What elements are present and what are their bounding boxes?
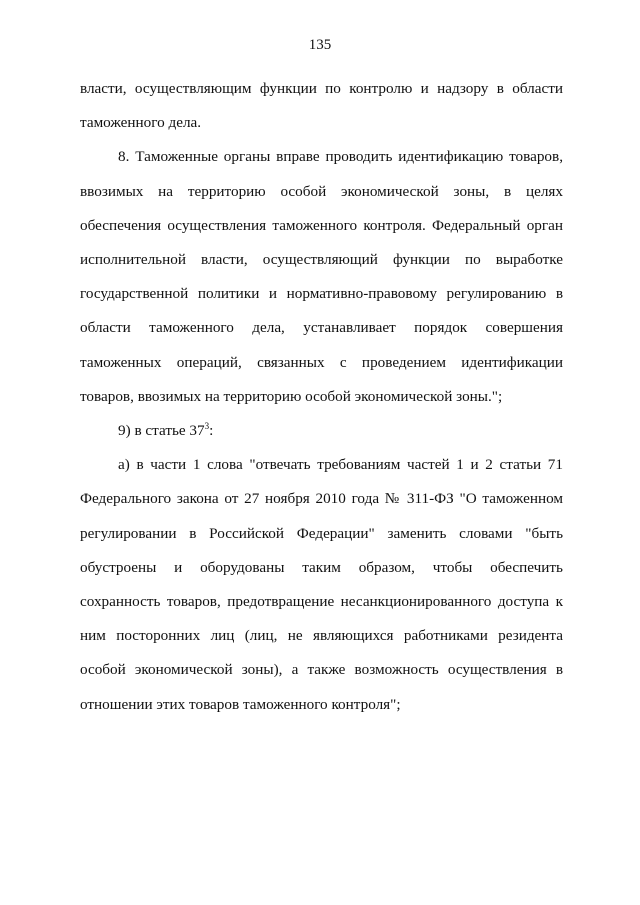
article-superscript: 3: [204, 420, 210, 431]
item-9-colon: :: [209, 422, 214, 440]
document-body: [80, 72, 563, 722]
page-number: 135: [308, 37, 332, 53]
paragraph-item-9: [80, 414, 563, 448]
paragraph-item-8: 8. Таможенные органы вправе проводить идентификацию товаров, ввозимых на территорию особой экономической зоны, в целях обеспечения осуществления таможенного контроля. Федеральный орган исполнительной власти, осуществляющий функции по выработке государственной политики и нормативно-правовому регулированию в области таможенного дела, устанавливает порядок совершения таможенных операций, связанных с проведением идентификации товаров, ввозимых на территорию особой экономической зоны.";: [80, 148, 563, 405]
paragraph-subitem-a: а) в части 1 слова "отвечать требованиям частей 1 и 2 статьи 71 Федерального закона от 27 ноября 2010 года № 311-ФЗ "О таможенном регулировании в Российской Федерации" заменить словами "быть обустроены и оборудованы таким образом, чтобы обеспечить сохранность товаров, предотвращение несанкционированного доступа к ним посторонних лиц (лиц, не являющихся работниками резидента особой экономической зоны), а также возможность осуществления в отношении этих товаров таможенного контроля";: [80, 456, 563, 713]
item-9-text: 9) в статье 37: [118, 422, 205, 440]
paragraph-continuation: власти, осуществляющим функции по контролю и надзору в области таможенного дела.: [80, 80, 563, 132]
